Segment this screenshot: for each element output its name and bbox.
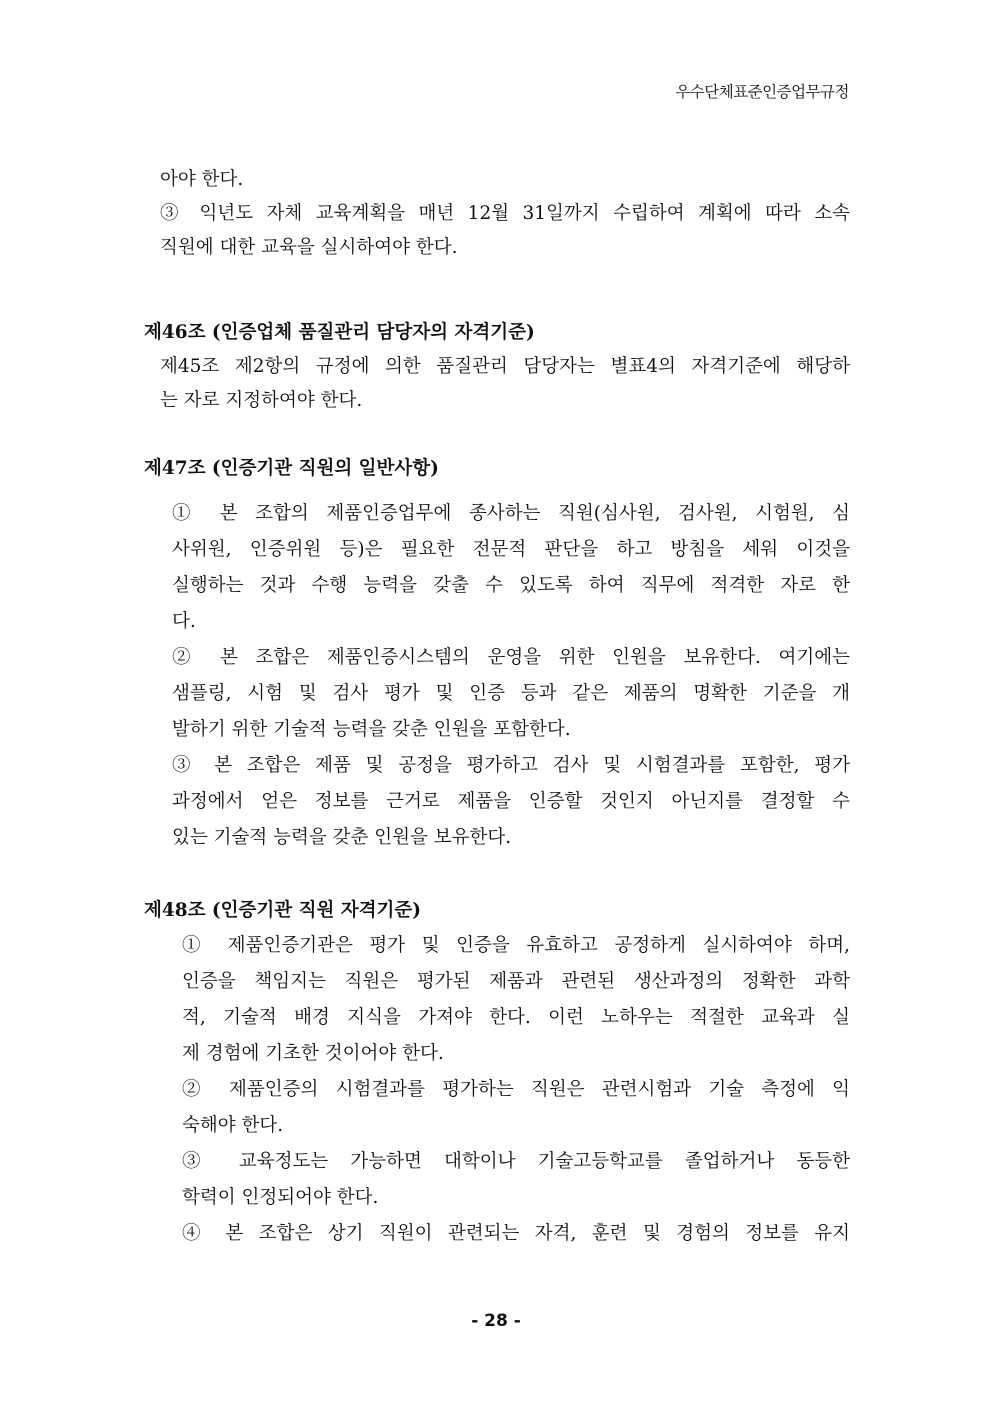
paragraph-line: 인증을 책임지는 직원은 평가된 제품과 관련된 생산과정의 정확한 과학 <box>182 971 850 992</box>
paragraph-line: 샘플링, 시험 및 검사 평가 및 인증 등과 같은 제품의 명확한 기준을 개 <box>172 683 850 704</box>
paragraph-line: 제45조 제2항의 규정에 의한 품질관리 담당자는 별표4의 자격기준에 해당하 <box>160 356 850 377</box>
paragraph-line: 는 자로 지정하여야 한다. <box>160 390 363 411</box>
paragraph-line: 발하기 위한 기술적 능력을 갖춘 인원을 포함한다. <box>172 719 571 740</box>
article-46-heading: 제46조 (인증업체 품질관리 담당자의 자격기준) <box>144 322 535 343</box>
paragraph-line: 있는 기술적 능력을 갖춘 인원을 보유한다. <box>172 827 512 848</box>
page-number: - 28 - <box>471 1311 521 1331</box>
document-title-header: 우수단체표준인증업무규정 <box>675 83 849 101</box>
paragraph-line: 실행하는 것과 수행 능력을 갖출 수 있도록 하여 직무에 적격한 자로 한 <box>172 575 850 596</box>
paragraph-line: 학력이 인정되어야 한다. <box>182 1187 379 1208</box>
paragraph-line: ② 제품인증의 시험결과를 평가하는 직원은 관련시험과 기술 측정에 익 <box>182 1079 850 1100</box>
paragraph-line: 직원에 대한 교육을 실시하여야 한다. <box>160 237 458 258</box>
paragraph-line: ④ 본 조합은 상기 직원이 관련되는 자격, 훈련 및 경험의 정보를 유지 <box>182 1223 850 1244</box>
article-47-heading: 제47조 (인증기관 직원의 일반사항) <box>144 458 439 479</box>
paragraph-line: ③ 본 조합은 제품 및 공정을 평가하고 검사 및 시험결과를 포함한, 평가 <box>172 755 850 776</box>
paragraph-line: 사위원, 인증위원 등)은 필요한 전문적 판단을 하고 방침을 세워 이것을 <box>172 539 850 560</box>
paragraph-line: ② 본 조합은 제품인증시스템의 운영을 위한 인원을 보유한다. 여기에는 <box>172 647 850 668</box>
article-48-heading: 제48조 (인증기관 직원 자격기준) <box>144 900 422 921</box>
paragraph-line: 아야 한다. <box>160 169 244 190</box>
paragraph-line: 적, 기술적 배경 지식을 가져야 한다. 이런 노하우는 적절한 교육과 실 <box>182 1007 850 1028</box>
paragraph-line: ① 본 조합의 제품인증업무에 종사하는 직원(심사원, 검사원, 시험원, 심 <box>172 503 850 524</box>
paragraph-line: ③ 익년도 자체 교육계획을 매년 12월 31일까지 수립하여 계획에 따라 소속 <box>160 203 850 224</box>
paragraph-line: 제 경험에 기초한 것이어야 한다. <box>182 1043 444 1064</box>
paragraph-line: ③ 교육정도는 가능하면 대학이나 기술고등학교를 졸업하거나 동등한 <box>182 1151 850 1172</box>
paragraph-line: 다. <box>172 611 196 632</box>
paragraph-line: ① 제품인증기관은 평가 및 인증을 유효하고 공정하게 실시하여야 하며, <box>182 935 850 956</box>
paragraph-line: 과정에서 얻은 정보를 근거로 제품을 인증할 것인지 아닌지를 결정할 수 <box>172 791 850 812</box>
paragraph-line: 숙해야 한다. <box>182 1115 284 1136</box>
